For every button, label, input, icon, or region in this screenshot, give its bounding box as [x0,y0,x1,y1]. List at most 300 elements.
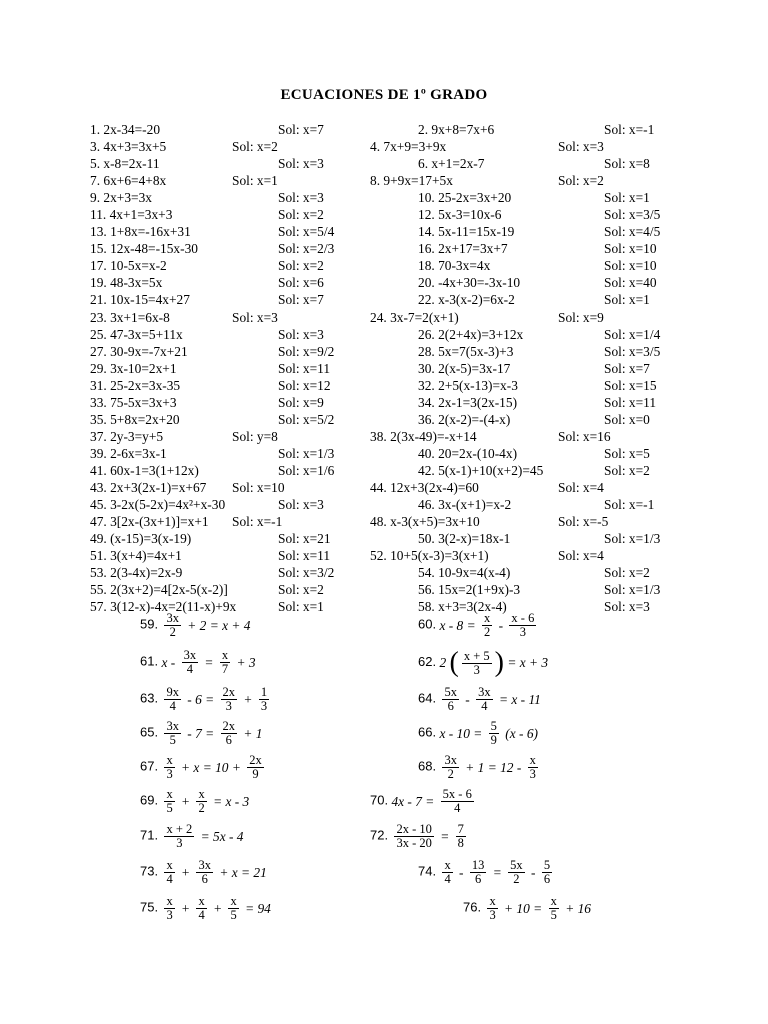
fraction [394,823,433,850]
numerator: x [483,611,491,625]
equation-text: 12. 5x-3=10x-6 [418,207,502,223]
solution-text: Sol: x=2 [278,258,324,274]
equation-row [0,564,768,581]
equation-row [0,360,768,377]
equation-text: 56. 15x=2(1+9x)-3 [418,582,521,598]
numerator: 5x - 6 [442,787,472,801]
equation-75: 75. $\frac{x}{3}$ + $\frac{x}{4}$ + $\frac{x}{5}$ = 94 [140,894,271,922]
equation-text: 27. 30-9x=-7x+21 [90,343,188,359]
expression-text: (x - 6) [505,725,538,741]
equation-row [0,326,768,343]
equation-text: 4. 7x+9=3+9x [370,139,447,155]
equation-text: 37. 2y-3=y+5 [90,428,164,444]
equation-row [0,206,768,223]
denominator: 3 [260,699,268,713]
solution-text: Sol: x=3 [558,139,604,155]
solution-text: Sol: x=2 [558,173,604,189]
equation-73: 73. $\frac{x}{4}$ + $\frac{3x}{6}$ + x = 21 [140,858,267,886]
fraction [164,823,194,850]
denominator: 4 [169,699,176,713]
solution-text: Sol: x=-1 [604,122,655,137]
denominator: 4 [444,872,451,886]
fraction [164,859,174,886]
equation-61: 61. x - $\frac{3x}{4}$ = $\frac{x}{7}$ + 3 [140,648,256,676]
numerator: x [166,787,173,801]
solution-text: Sol: x=3/5 [604,343,661,359]
numerator: 5 [543,858,551,872]
solution-text: Sol: x=10 [604,258,657,274]
numerator: 5x [510,858,523,872]
fraction [164,686,181,713]
solution-text: Sol: x=11 [278,360,331,376]
numerator: 13 [471,858,485,872]
equation-69: 69. $\frac{x}{5}$ + $\frac{x}{2}$ = x - 3 [140,787,250,815]
expression-text: + 3 [236,654,256,670]
fraction [228,895,238,922]
fraction [247,754,264,781]
numerator: x [489,894,496,908]
numerator: x [198,894,205,908]
equation-71: 71. $\frac{x + 2}{3}$ = 5x - 4 [140,822,244,850]
expression-text: + [181,900,191,916]
solution-text: Sol: x=3 [232,309,278,325]
numerator: 2x [222,685,236,699]
solution-text: Sol: x=21 [278,531,331,547]
equation-text: 7. 6x+6=4+8x [90,173,167,189]
fraction [549,895,559,922]
fraction [528,754,538,781]
equation-text: 47. 3[2x-(3x+1)]=x+1 [90,514,209,530]
equation-text: 50. 3(2-x)=18x-1 [418,531,511,547]
solution-text: Sol: x=2/3 [278,241,335,257]
fraction [462,650,492,677]
equation-text: 9. 2x+3=3x [90,190,152,206]
equation-row [0,309,768,326]
equation-text: 51. 3(x+4)=4x+1 [90,548,182,564]
fraction [456,823,466,850]
numerator: 3x [478,685,491,699]
expression-text: = x - 3 [213,793,250,809]
numerator: 3x [198,858,211,872]
expression-text: = 5x - 4 [200,828,244,844]
fraction [182,649,199,676]
equation-row [0,138,768,155]
solution-text: Sol: x=2 [232,139,278,155]
solution-text: Sol: x=5/4 [278,224,335,240]
denominator: 6 [447,699,454,713]
equation-66: 66. x - 10 = $\frac{5}{9}$ (x - 6) [418,719,538,747]
equation-row [0,291,768,308]
denominator: 4 [454,801,461,815]
fraction [442,754,459,781]
equation-text: 31. 25-2x=3x-35 [90,377,181,393]
fraction [442,859,452,886]
fraction [470,859,487,886]
solution-text: Sol: x=1/3 [604,582,661,598]
solution-text: Sol: x=3/2 [278,565,335,581]
numerator: x [230,894,237,908]
equation-text: 54. 10-9x=4(x-4) [418,565,511,581]
equation-text: 11. 4x+1=3x+3 [90,207,173,223]
solution-text: Sol: x=3 [278,497,324,513]
fraction [196,859,213,886]
solution-text: Sol: y=8 [232,428,278,444]
equation-text: 22. x-3(x-2)=6x-2 [418,292,515,308]
numerator: 1 [260,685,268,699]
expression-text: + 16 [565,900,591,916]
numerator: x + 5 [463,648,490,663]
solution-text: Sol: x=40 [604,275,657,291]
denominator: 6 [225,733,232,747]
fraction [509,612,536,639]
equation-row [0,581,768,598]
denominator: 2 [513,872,520,886]
solution-text: Sol: x=1/4 [604,326,661,342]
solution-text: Sol: x=6 [278,275,324,291]
numerator: x - 6 [511,611,535,625]
numerator: 3x [183,648,197,662]
solution-text: Sol: x=1/6 [278,462,335,478]
equation-text: 41. 60x-1=3(1+12x) [90,462,199,478]
parenthesis: ( [449,647,459,678]
equation-list [0,121,768,615]
expression-text: = [204,654,214,670]
expression-text: = x + 3 [507,655,549,670]
expression-text: = x - 11 [498,691,541,707]
numerator: x [198,787,205,801]
expression-text: + 1 = 12 - [465,759,522,775]
denominator: 3 [529,767,536,781]
equation-text: 17. 10-5x=x-2 [90,258,167,274]
equation-65: 65. $\frac{3x}{5}$ - 7 = $\frac{2x}{6}$ + 1 [140,719,263,747]
equation-row [0,411,768,428]
denominator: 6 [201,872,208,886]
equation-row [0,155,768,172]
denominator: 6 [475,872,482,886]
fraction [482,612,492,639]
equation-text: 8. 9+9x=17+5x [370,173,453,189]
equation-row [0,445,768,462]
equation-row [0,513,768,530]
solution-text: Sol: x=4 [558,479,604,495]
solution-text: Sol: x=1/3 [278,445,335,461]
equation-text: 20. -4x+30=-3x-10 [418,275,521,291]
equation-text: 43. 2x+3(2x-1)=x+67 [90,479,207,495]
equation-76: 76. $\frac{x}{3}$ + 10 = $\frac{x}{5}$ + 16 [463,894,591,922]
denominator: 2 [198,801,205,815]
numerator: x [529,753,536,767]
denominator: 5 [550,908,557,922]
solution-text: Sol: x=15 [604,377,657,393]
equation-row [0,223,768,240]
solution-text: Sol: x=2 [604,565,650,581]
equation-text: 5. x-8=2x-11 [90,156,160,172]
equation-text: 2. 9x+8=7x+6 [418,122,495,137]
solution-text: Sol: x=11 [278,548,331,564]
denominator: 3 [489,908,496,922]
equation-text: 36. 2(x-2)=-(4-x) [418,411,511,427]
equation-text: 32. 2+5(x-13)=x-3 [418,377,518,393]
equation-row [0,428,768,445]
equation-row [0,189,768,206]
denominator: 4 [166,872,173,886]
numerator: 2x [222,719,236,733]
equation-60: 60. x - 8 = $\frac{x}{2}$ - $\frac{x - 6}{3}$ [418,611,535,639]
solution-text: Sol: x=-1 [232,514,283,530]
equation-row [0,394,768,411]
expression-text: + 2 = x + 4 [187,617,251,633]
equation-row [0,343,768,360]
expression-text: + [181,864,191,880]
fraction [259,686,269,713]
fraction [489,720,499,747]
denominator: 5 [169,733,176,747]
denominator: 4 [198,908,205,922]
equation-row [0,496,768,513]
numerator: 2x [249,753,262,767]
equation-text: 13. 1+8x=-16x+31 [90,224,191,240]
equation-text: 18. 70-3x=4x [418,258,491,274]
equation-72: 72. $\frac{2x - 10}{3x - 20}$ = $\frac{7}{8}$ [370,822,464,850]
expression-text: - [531,864,536,880]
equation-text: 58. x+3=3(2x-4) [418,599,507,615]
expression-text: - 7 = [187,725,215,741]
equation-text: 19. 48-3x=5x [90,275,163,291]
equation-text: 46. 3x-(x+1)=x-2 [418,497,512,513]
denominator: 4 [481,699,488,713]
equation-text: 57. 3(12-x)-4x=2(11-x)+9x [90,599,237,615]
equation-text: 53. 2(3-4x)=2x-9 [90,565,183,581]
solution-text: Sol: x=1 [604,292,650,308]
expression-text: + x = 10 + [181,759,241,775]
solution-text: Sol: x=2 [278,207,324,223]
numerator: 5x [444,685,457,699]
equation-text: 42. 5(x-1)+10(x+2)=45 [418,462,544,478]
numerator: x [166,753,173,767]
solution-text: Sol: x=10 [604,241,657,257]
solution-text: Sol: x=1 [278,599,324,615]
denominator: 7 [221,662,229,676]
fraction [508,859,525,886]
solution-text: Sol: x=3 [278,190,324,206]
numerator: 3x [166,719,179,733]
expression-text: 4x - 7 = [391,793,435,809]
equation-59: 59. $\frac{3x}{2}$ + 2 = x + 4 [140,611,251,639]
expression-text: = [440,828,450,844]
page-title: ECUACIONES DE 1º GRADO [280,87,488,103]
fraction [441,788,474,815]
expression-text: - [459,864,464,880]
equation-text: 55. 2(3x+2)=4[2x-5(x-2)] [90,582,228,598]
numerator: x [166,858,173,872]
equation-text: 24. 3x-7=2(x+1) [370,309,459,325]
equation-text: 23. 3x+1=6x-8 [90,309,170,325]
solution-text: Sol: x=3 [278,156,324,172]
equation-text: 40. 20=2x-(10-4x) [418,445,518,461]
expression-text: + [243,691,253,707]
solution-text: Sol: x=9 [278,394,324,410]
fraction-equations [0,612,768,942]
equation-text: 34. 2x-1=3(2x-15) [418,394,518,410]
fraction [487,895,497,922]
solution-text: Sol: x=16 [558,428,611,444]
equation-text: 44. 12x+3(2x-4)=60 [370,479,479,495]
solution-text: Sol: x=7 [278,122,324,137]
solution-text: Sol: x=5/2 [278,411,335,427]
solution-text: Sol: x=0 [604,411,650,427]
equation-text: 1. 2x-34=-20 [90,122,161,137]
equation-row [0,462,768,479]
expression-text: = 94 [245,900,271,916]
denominator: 6 [543,872,551,886]
equation-text: 26. 2(2+4x)=3+12x [418,326,524,342]
denominator: 2 [169,625,176,639]
denominator: 5 [230,908,237,922]
numerator: 5 [490,719,497,733]
equation-row [0,530,768,547]
equation-text: 6. x+1=2x-7 [418,156,485,172]
denominator: 3 [473,662,480,677]
fraction [164,895,174,922]
solution-text: Sol: x=3 [604,599,650,615]
equation-row [0,121,768,138]
denominator: 3x - 20 [396,836,432,850]
solution-text: Sol: x=3 [278,326,324,342]
expression-text: x - 8 = [439,617,476,633]
equation-text: 35. 5+8x=2x+20 [90,411,180,427]
numerator: x [444,858,451,872]
solution-text: Sol: x=2 [604,462,650,478]
equation-row [0,257,768,274]
denominator: 5 [166,801,173,815]
parenthesis: ) [494,647,504,678]
equation-64: 64. $\frac{5x}{6}$ - $\frac{3x}{4}$ = x - 11 [418,685,541,713]
fraction [442,686,459,713]
numerator: x + 2 [166,822,193,836]
equation-text: 49. (x-15)=3(x-19) [90,531,192,547]
expression-text: + x = 21 [219,864,267,880]
equation-text: 38. 2(3x-49)=-x+14 [370,428,477,444]
expression-text: + [181,793,191,809]
fraction [221,720,238,747]
equation-row [0,547,768,564]
fraction [196,895,206,922]
denominator: 9 [490,733,497,747]
equation-text: 48. x-3(x+5)=3x+10 [370,514,480,530]
numerator: 9x [166,685,179,699]
equation-row [0,274,768,291]
denominator: 4 [186,662,193,676]
denominator: 3 [225,699,232,713]
fraction [164,788,174,815]
fraction [196,788,206,815]
solution-text: Sol: x=7 [604,360,650,376]
solution-text: Sol: x=9 [558,309,604,325]
numerator: x [221,648,229,662]
denominator: 2 [447,767,454,781]
equation-text: 21. 10x-15=4x+27 [90,292,190,308]
solution-text: Sol: x=11 [604,394,657,410]
fraction [221,686,238,713]
denominator: 3 [166,908,173,922]
numerator: 7 [457,822,464,836]
equation-text: 14. 5x-11=15x-19 [418,224,515,240]
equation-text: 10. 25-2x=3x+20 [418,190,512,206]
fraction [164,754,174,781]
solution-text: Sol: x=-1 [604,497,655,513]
numerator: 3x [444,753,457,767]
numerator: x [550,894,557,908]
equation-74: 74. $\frac{x}{4}$ - $\frac{13}{6}$ = $\frac{5x}{2}$ - $\frac{5}{6}$ [418,858,551,886]
numerator: 3x [166,611,179,625]
expression-text: + 1 [243,725,263,741]
equation-text: 30. 2(x-5)=3x-17 [418,360,511,376]
solution-text: Sol: x=9/2 [278,343,335,359]
numerator: x [166,894,173,908]
equation-text: 3. 4x+3=3x+5 [90,139,167,155]
fraction [164,720,181,747]
denominator: 3 [176,836,183,850]
fraction [164,612,181,639]
solution-text: Sol: x=1 [232,173,278,189]
expression-text: 2 [439,655,447,670]
equation-63: 63. $\frac{9x}{4}$ - 6 = $\frac{2x}{3}$ + $\frac{1}{3}$ [140,685,268,713]
equation-70: 70. 4x - 7 = $\frac{5x - 6}{4}$ [370,787,472,815]
solution-text: Sol: x=5 [604,445,650,461]
equation-62: 62. 2 ( $\frac{x + 5}{3}$ ) = x + 3 [418,647,549,678]
equation-text: 52. 10+5(x-3)=3(x+1) [370,548,489,564]
equation-row [0,240,768,257]
fraction [476,686,493,713]
solution-text: Sol: x=4/5 [604,224,661,240]
numerator: 2x - 10 [396,822,432,836]
expression-text: x - 10 = [439,725,483,741]
equation-text: 45. 3-2x(5-2x)=4x²+x-30 [90,497,226,513]
equation-text: 33. 75-5x=3x+3 [90,394,177,410]
equation-row [0,479,768,496]
fraction [220,649,230,676]
expression-text: - [465,691,470,707]
solution-text: Sol: x=4 [558,548,604,564]
fraction [542,859,552,886]
equation-text: 15. 12x-48=-15x-30 [90,241,198,257]
equation-text: 25. 47-3x=5+11x [90,326,183,342]
solution-text: Sol: x=1 [604,190,650,206]
solution-text: Sol: x=3/5 [604,207,661,223]
denominator: 2 [483,625,491,639]
expression-text: = [492,864,502,880]
solution-text: Sol: x=1/3 [604,531,661,547]
denominator: 3 [166,767,173,781]
equation-text: 16. 2x+17=3x+7 [418,241,508,257]
solution-text: Sol: x=10 [232,479,285,495]
expression-text: + 10 = [504,900,543,916]
solution-text: Sol: x=2 [278,582,324,598]
denominator: 8 [457,836,464,850]
equation-text: 39. 2-6x=3x-1 [90,445,167,461]
solution-text: Sol: x=7 [278,292,324,308]
solution-text: Sol: x=8 [604,156,650,172]
solution-text: Sol: x=12 [278,377,331,393]
equation-row [0,172,768,189]
equation-text: 28. 5x=7(5x-3)+3 [418,343,514,359]
equation-text: 29. 3x-10=2x+1 [90,360,177,376]
equation-67: 67. $\frac{x}{3}$ + x = 10 + $\frac{2x}{9}$ [140,753,262,781]
expression-text: - [498,617,504,633]
expression-text: + [213,900,223,916]
equation-68: 68. $\frac{3x}{2}$ + 1 = 12 - $\frac{x}{3}$ [418,753,536,781]
expression-text: - 6 = [187,691,215,707]
